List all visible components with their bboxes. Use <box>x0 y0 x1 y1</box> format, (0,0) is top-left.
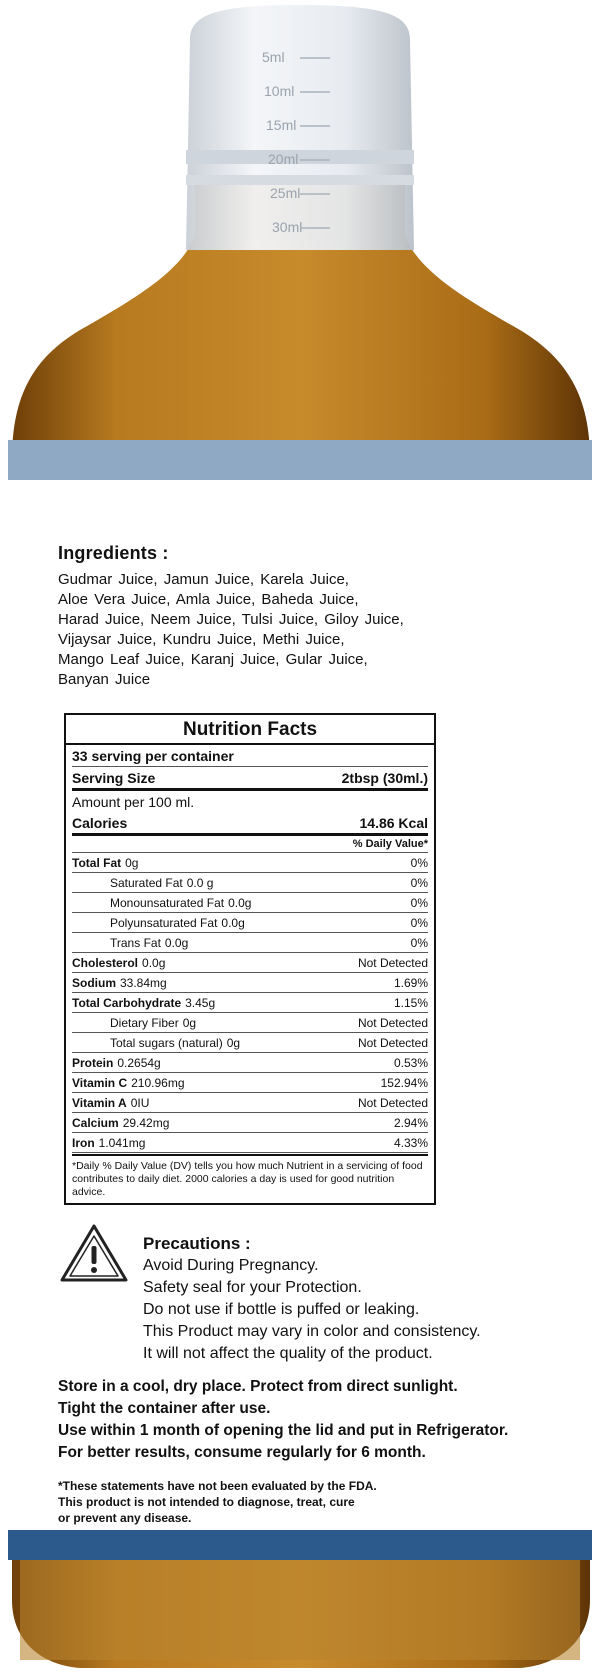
cap-mark-label: 15ml <box>266 117 297 133</box>
nutrient-label <box>72 936 188 950</box>
nutrient-daily-value: 1.69% <box>393 975 428 990</box>
nutrient-daily-value: 2.94% <box>393 1115 428 1130</box>
nutrient-label <box>72 1136 145 1150</box>
nutrient-name: Sodium <box>72 975 116 990</box>
nutrient-row <box>72 873 428 893</box>
nutrient-daily-value: Not Detected <box>357 1095 428 1110</box>
cap-mark-label: 5ml <box>262 49 285 65</box>
nutrient-name: Calcium <box>72 1115 119 1130</box>
fda-disclaimer <box>58 1478 377 1526</box>
nutrient-amount: 0IU <box>130 1095 150 1110</box>
nutrient-row <box>72 1013 428 1033</box>
nutrient-rows <box>72 853 428 1153</box>
nutrient-label <box>72 916 245 930</box>
nutrient-amount: 0.0g <box>228 895 252 910</box>
nutrition-footnote: *Daily % Daily Value (DV) tells you how much Nutrient in a servicing of food contributes to daily diet. 2000 calories a day is used for good nutrition advice. <box>72 1154 428 1199</box>
nutrient-name: Vitamin C <box>72 1075 128 1090</box>
nutrient-daily-value: 0% <box>410 895 428 910</box>
ingredients-line: Mango Leaf Juice, Karanj Juice, Gular Juice, <box>58 651 368 668</box>
cap-mark-label: 30ml <box>272 219 303 235</box>
nutrient-daily-value: 0% <box>410 855 428 870</box>
nutrient-daily-value: 1.15% <box>393 995 428 1010</box>
nutrient-amount: 0.0g <box>221 915 245 930</box>
nutrient-label <box>72 896 251 910</box>
nutrient-row <box>72 1093 428 1113</box>
precaution-line: Avoid During Pregnancy. <box>143 1257 319 1274</box>
nutrient-name: Dietary Fiber <box>110 1015 179 1030</box>
nutrient-amount: 1.041mg <box>98 1135 146 1150</box>
nutrient-row <box>72 1133 428 1153</box>
nutrient-row <box>72 993 428 1013</box>
servings-text: 33 serving per container <box>72 747 234 764</box>
nutrient-row <box>72 1033 428 1053</box>
nutrition-facts-panel <box>64 713 436 1205</box>
nutrient-amount: 0g <box>226 1035 241 1050</box>
nutrient-daily-value: 0.53% <box>393 1055 428 1070</box>
nutrient-name: Total Carbohydrate <box>72 995 182 1010</box>
nutrient-name: Cholesterol <box>72 955 139 970</box>
nutrient-row <box>72 913 428 933</box>
fda-line: or prevent any disease. <box>58 1511 192 1525</box>
nutrient-label <box>72 1056 161 1070</box>
nutrient-row <box>72 853 428 873</box>
nutrient-daily-value: 0% <box>410 915 428 930</box>
calories-value: 14.86 Kcal <box>359 814 428 831</box>
nutrient-daily-value: Not Detected <box>357 1015 428 1030</box>
nutrient-amount: 3.45g <box>185 995 216 1010</box>
storage-line: Use within 1 month of opening the lid and put in Refrigerator. <box>58 1422 509 1439</box>
nutrient-row <box>72 933 428 953</box>
nutrient-row <box>72 1073 428 1093</box>
cap-mark-label: 20ml <box>268 151 299 167</box>
cap-mark-label: 10ml <box>264 83 295 99</box>
nutrient-row <box>72 1053 428 1073</box>
amount-per-row <box>72 791 428 812</box>
nutrition-facts-title: Nutrition Facts <box>66 715 434 745</box>
ingredients-list <box>58 570 448 690</box>
serving-size-value: 2tbsp (30ml.) <box>341 769 428 786</box>
nutrient-label <box>72 1036 240 1050</box>
nutrient-row <box>72 1113 428 1133</box>
ingredients-line: Vijaysar Juice, Kundru Juice, Methi Juice, <box>58 631 345 648</box>
nutrient-row <box>72 893 428 913</box>
nutrient-amount: 33.84mg <box>120 975 167 990</box>
ingredients-line: Gudmar Juice, Jamun Juice, Karela Juice, <box>58 571 349 588</box>
nutrient-label <box>72 876 213 890</box>
nutrient-amount: 210.96mg <box>131 1075 185 1090</box>
nutrient-label <box>72 1016 196 1030</box>
nutrient-name: Polyunsaturated Fat <box>110 915 218 930</box>
precaution-line: This Product may vary in color and consistency. <box>143 1323 481 1340</box>
serving-size-label: Serving Size <box>72 769 156 786</box>
nutrient-amount: 0.2654g <box>117 1055 161 1070</box>
nutrient-row <box>72 973 428 993</box>
storage-line: Tight the container after use. <box>58 1400 271 1417</box>
storage-line: For better results, consume regularly for 6 month. <box>58 1444 426 1461</box>
nutrient-daily-value: 4.33% <box>393 1135 428 1150</box>
calories-row <box>72 812 428 836</box>
nutrient-label <box>72 1116 169 1130</box>
calories-label: Calories <box>72 814 128 831</box>
nutrient-amount: 0.0g <box>164 935 189 950</box>
fda-line: This product is not intended to diagnose, treat, cure <box>58 1495 355 1509</box>
nutrient-amount: 0g <box>182 1015 197 1030</box>
nutrient-name: Total sugars (natural) <box>110 1035 223 1050</box>
nutrient-amount: 0.0g <box>142 955 166 970</box>
warning-icon <box>58 1222 130 1286</box>
nutrient-name: Monounsaturated Fat <box>110 895 225 910</box>
nutrient-daily-value: Not Detected <box>357 1035 428 1050</box>
precaution-line: Safety seal for your Protection. <box>143 1279 362 1296</box>
precaution-line: Do not use if bottle is puffed or leaking. <box>143 1301 420 1318</box>
precautions-block <box>143 1233 481 1365</box>
precaution-line: It will not affect the quality of the product. <box>143 1345 433 1362</box>
ingredients-line: Banyan Juice <box>58 671 151 688</box>
nutrient-label <box>72 996 215 1010</box>
nutrient-name: Protein <box>72 1055 114 1070</box>
nutrient-name: Vitamin A <box>72 1095 127 1110</box>
precautions-heading: Precautions : <box>143 1234 251 1253</box>
nutrient-daily-value: Not Detected <box>357 955 428 970</box>
nutrient-label <box>72 856 138 870</box>
nutrient-daily-value: 0% <box>410 875 428 890</box>
storage-instructions <box>58 1376 508 1464</box>
nutrient-label <box>72 1076 185 1090</box>
serving-size-row <box>72 767 428 791</box>
nutrient-label <box>72 956 165 970</box>
nutrient-label <box>72 1096 149 1110</box>
cap-mark-label: 25ml <box>270 185 301 201</box>
ingredients-line: Aloe Vera Juice, Amla Juice, Baheda Juice, <box>58 591 359 608</box>
cap-measurement-marks <box>0 0 600 260</box>
nutrient-amount: 29.42mg <box>122 1115 170 1130</box>
fda-line: *These statements have not been evaluated by the FDA. <box>58 1479 377 1493</box>
nutrient-label <box>72 976 167 990</box>
nutrient-row <box>72 953 428 973</box>
nutrient-daily-value: 0% <box>410 935 428 950</box>
nutrient-amount: 0.0 g <box>186 875 214 890</box>
servings-per-container <box>72 745 428 767</box>
nutrient-name: Trans Fat <box>110 935 161 950</box>
nutrient-name: Saturated Fat <box>110 875 183 890</box>
nutrient-name: Iron <box>72 1135 95 1150</box>
nutrient-daily-value: 152.94% <box>380 1075 428 1090</box>
nutrient-amount: 0g <box>125 855 139 870</box>
ingredients-heading: Ingredients : <box>58 543 169 563</box>
nutrient-name: Total Fat <box>72 855 122 870</box>
amount-per-text: Amount per 100 ml. <box>72 793 195 810</box>
ingredients-line: Harad Juice, Neem Juice, Tulsi Juice, Giloy Juice, <box>58 611 404 628</box>
daily-value-header: % Daily Value* <box>72 836 428 853</box>
storage-line: Store in a cool, dry place. Protect from direct sunlight. <box>58 1378 458 1395</box>
